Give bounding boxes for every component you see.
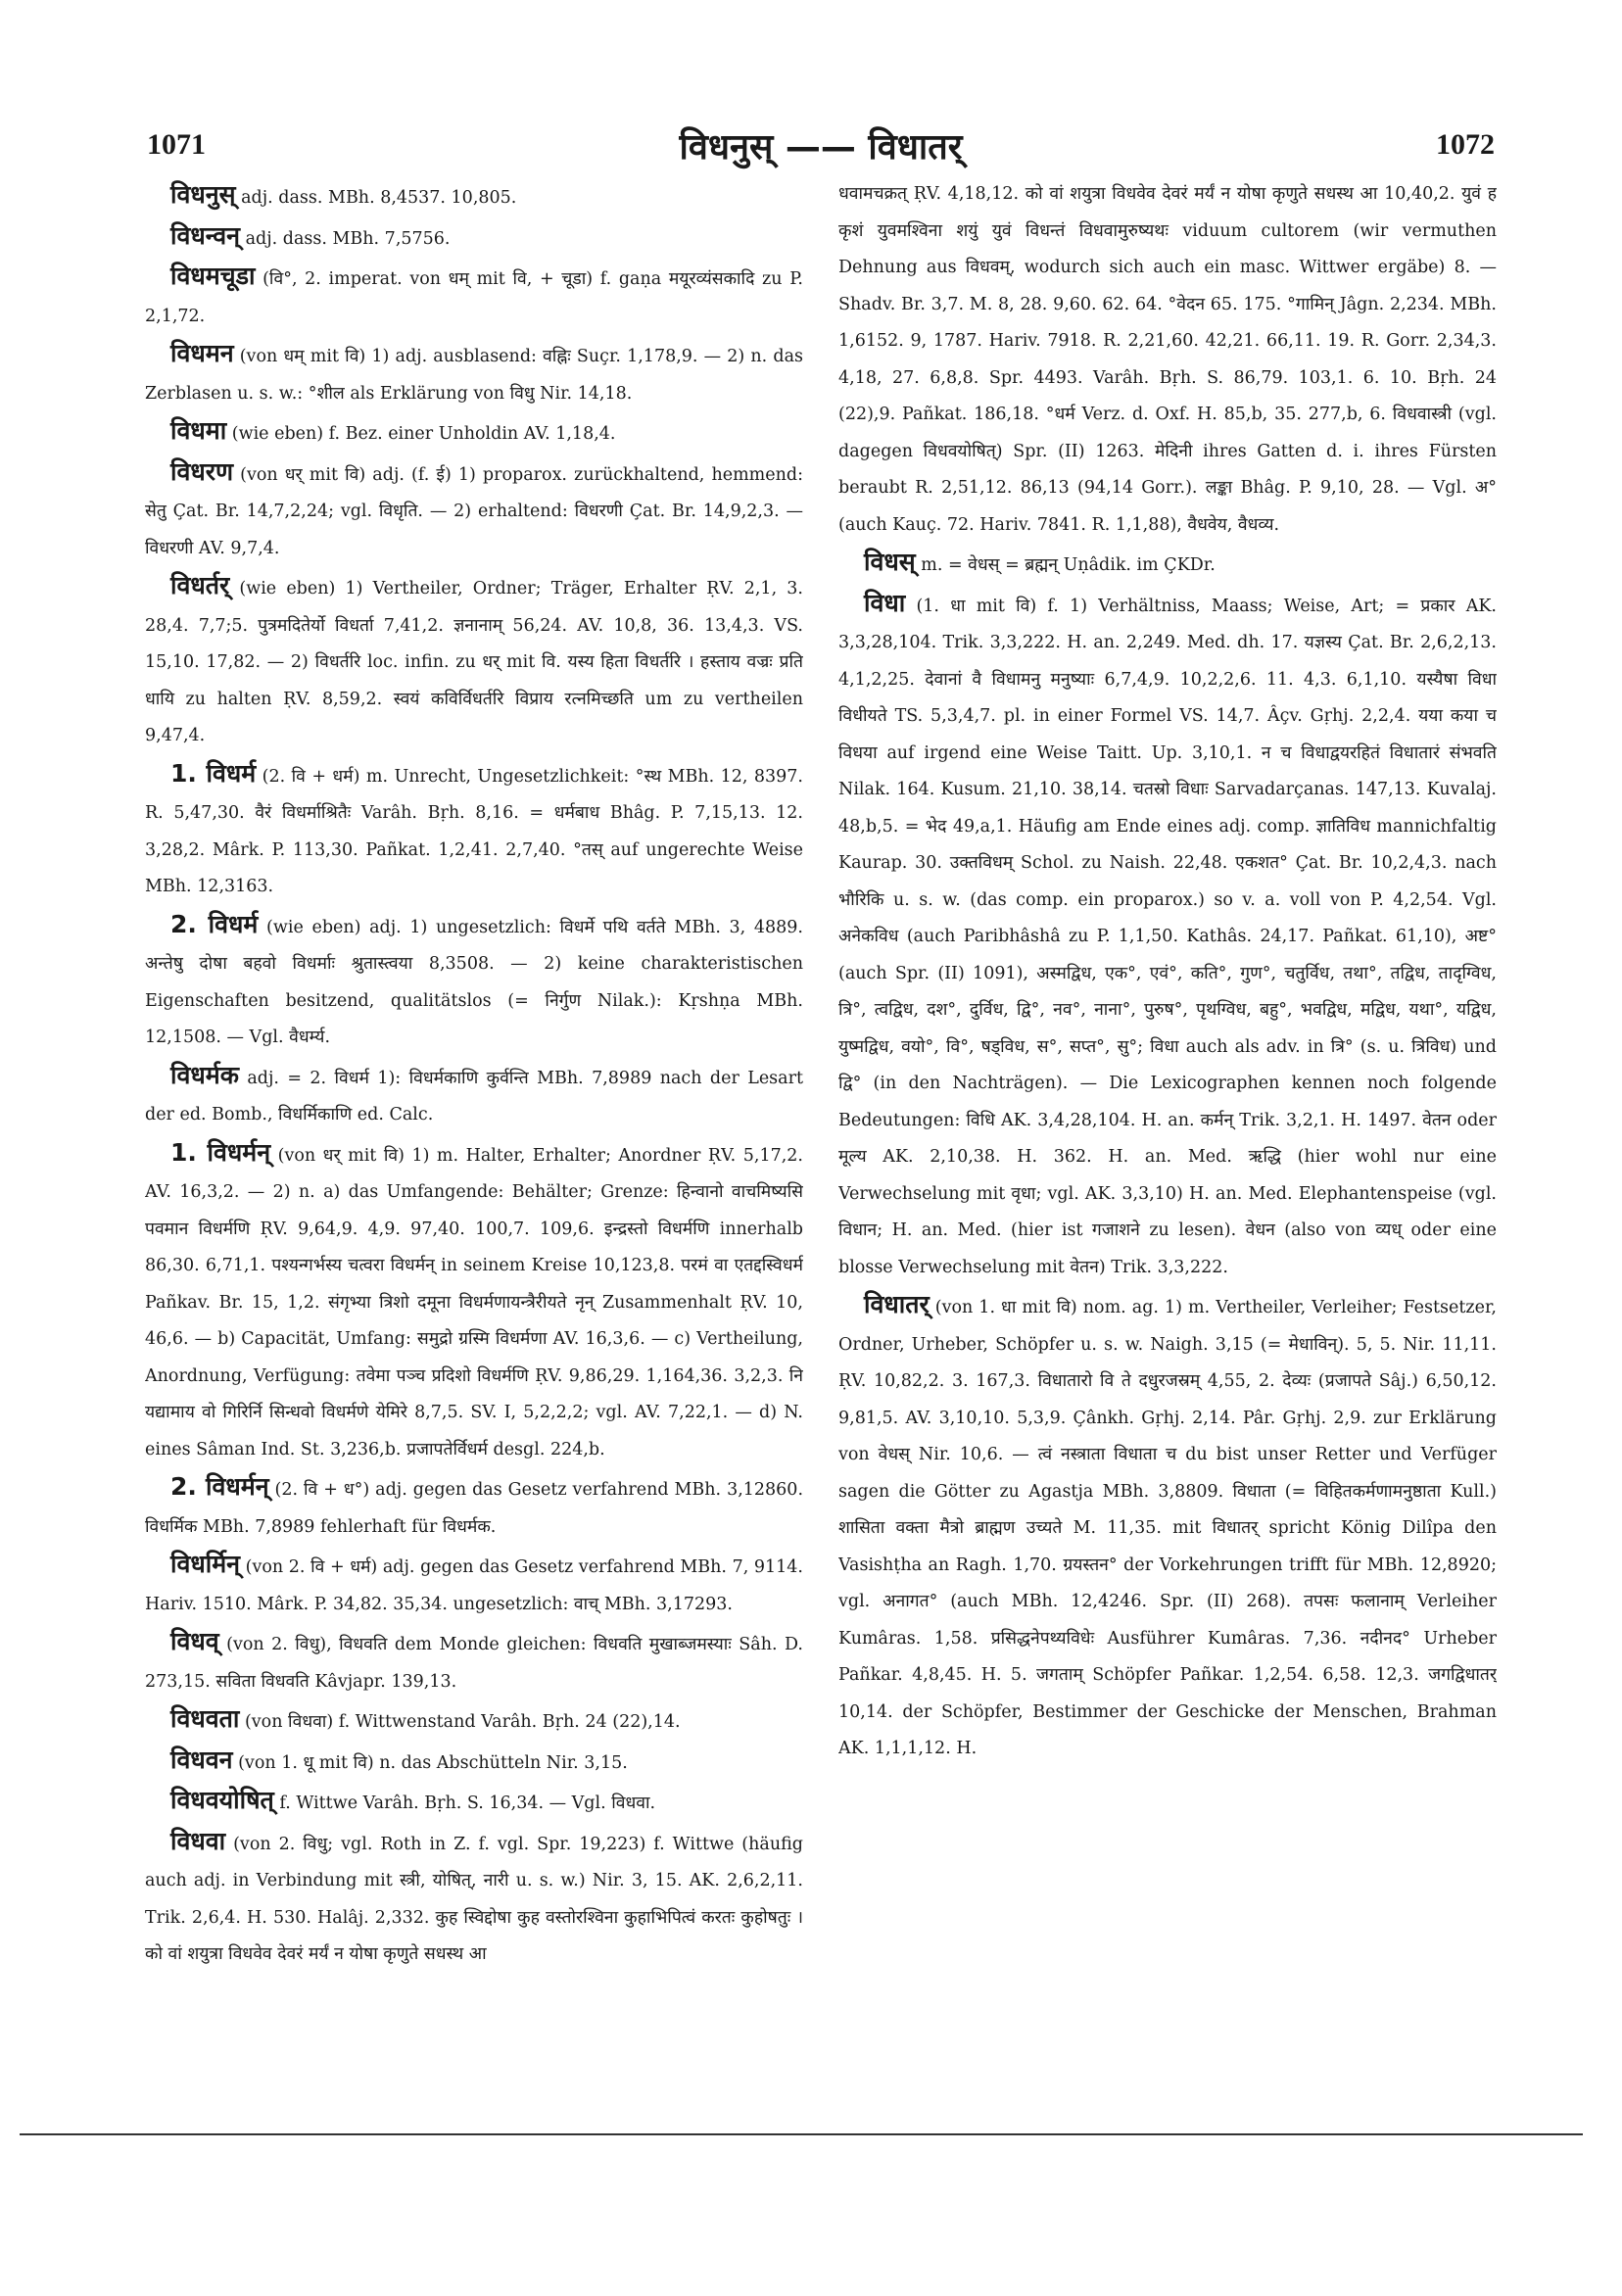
dictionary-entry — [838, 585, 1497, 1287]
dictionary-entry — [145, 906, 803, 1057]
entry-text: (wie eben) adj. 1) ungesetzlich: विधर्मे पथि वर्तते MBh. 3, 4889. अन्तेषु दोषा बहवो विधर्माः श्रुतास्त्वया 8,3508. — 2) keine charakteristischen Eigenschaften besitzend, qualitätslos (= निर्गुण Nilak.): Kṛshṇa MBh. 12,1508. — Vgl. वैधर्म्य. — [145, 917, 803, 1047]
dictionary-entry — [145, 412, 803, 454]
page-header — [147, 116, 1495, 174]
entry-text: (von धम् mit वि) 1) adj. ausblasend: वह्निः Suçr. 1,178,9. — 2) n. das Zerblasen u. s. w.: °शील als Erklärung von विधु Nir. 14,18. — [145, 347, 803, 404]
entry-text: (wie eben) f. Bez. einer Unholdin AV. 1,18,4. — [231, 424, 616, 444]
dictionary-entry — [838, 1286, 1497, 1768]
entry-headword: 2. विधर्म — [170, 909, 259, 938]
entry-headword: विधर्तर् — [170, 571, 230, 599]
entry-headword: 2. विधर्मन् — [170, 1472, 269, 1501]
dictionary-entry — [145, 1546, 803, 1623]
dictionary-entry — [145, 1134, 803, 1469]
running-head-dash: —— — [785, 126, 856, 167]
entry-text: m. = वेधस् = ब्रह्मन् Uṇâdik. im ÇKDr. — [921, 555, 1216, 575]
right-page-number: 1072 — [1435, 128, 1495, 161]
running-head-right: विधातर् — [868, 126, 963, 167]
dictionary-columns — [145, 176, 1497, 2067]
dictionary-entry — [145, 1700, 803, 1742]
entry-headword: विधर्मक — [170, 1060, 239, 1089]
entry-text: धवामचक्रत् ṚV. 4,18,12. को वां शयुत्रा विधवेव देवरं मर्यं न योषा कृणुते सधस्थ आ 10,40,2. युवं ह कृशं युवमश्विना शयुं युवं विधन्तं विधवामुरुष्यथः viduum cultorem (wir vermuthen Dehnung aus विधवम्, wodurch sich auch ein masc. Wittwer ergäbe) 8. — Shadv. Br. 3,7. M. 8, 28. 9,60. 62. 64. °वेदन 65. 175. °गामिन् Jâgn. 2,234. MBh. 1,6152. 9, 1787. Hariv. 7918. R. 2,21,60. 42,21. 66,11. 19. R. Gorr. 2,34,3. 4,18, 27. 6,8,8. Spr. 4493. Varâh. Bṛh. S. 86,79. 103,1. 6. 10. Bṛh. 24 (22),9. Pañkat. 186,18. °धर्म Verz. d. Oxf. H. 85,b, 35. 277,b, 6. विधवास्त्री (vgl. dagegen विधवयोषित्) Spr. (II) 1263. मेदिनी ihres Gatten d. i. ihres Fürsten beraubt R. 2,51,12. 86,13 (94,14 Gorr.). लङ्का Bhâg. P. 9,10, 28. — Vgl. अ° (auch Kauç. 72. Hariv. 7841. R. 1,1,88), वैधवेय, वैधव्य. — [838, 184, 1497, 535]
entry-headword: 1. विधर्मन् — [170, 1137, 271, 1167]
entry-text: f. Wittwe Varâh. Bṛh. S. 16,34. — Vgl. विधवा. — [279, 1794, 656, 1813]
entry-headword: विधमचूडा — [170, 262, 256, 290]
entry-headword: विधव् — [170, 1627, 219, 1655]
right-column — [838, 176, 1497, 2067]
entry-text: (wie eben) 1) Vertheiler, Ordner; Träger, Erhalter ṚV. 2,1, 3. 28,4. 7,7;5. पुत्रमदितेर्यो विधर्ता 7,41,2. ज्ञनानाम् 56,24. AV. 10,8, 36. 13,4,3. VS. 15,10. 17,82. — 2) विधर्तरि loc. infin. zu धर् mit वि. यस्य हिता विधर्तरि । हस्ताय वज्रः प्रति धायि zu halten ṚV. 8,59,2. स्वयं कविर्विधर्तरि विप्राय रत्नमिच्छति um zu vertheilen 9,47,4. — [145, 579, 803, 745]
dictionary-entry — [145, 1468, 803, 1546]
entry-headword: विधस् — [864, 548, 916, 576]
entry-headword: विधा — [864, 588, 906, 617]
dictionary-entry — [145, 1823, 803, 1974]
dictionary-entry — [838, 176, 1497, 544]
entry-headword: विधनुस् — [170, 180, 236, 209]
entry-text: (von 1. धा mit वि) nom. ag. 1) m. Vertheiler, Verleiher; Festsetzer, Ordner, Urheber, Schöpfer u. s. w. Naigh. 3,15 (= मेधाविन्). 5, 5. Nir. 11,11. ṚV. 10,82,2. 3. 167,3. विधातारो वि ते दधुरजस्रम् 4,55, 2. देव्यः (प्रजापते Sâj.) 6,50,12. 9,81,5. AV. 3,10,10. 5,3,9. Çânkh. Gṛhj. 2,14. Pâr. Gṛhj. 2,9. zur Erklärung von वेधस् Nir. 10,6. — त्वं नस्त्राता विधाता च du bist unser Retter und Verfüger sagen die Götter zu Agastja MBh. 3,8809. विधाता (= विहितकर्मणामनुष्ठाता Kull.) शासिता वक्ता मैत्रो ब्राह्मण उच्यते M. 11,35. mit विधातर् spricht König Dilîpa den Vasishṭha an Ragh. 1,70. ग्रयस्तन° der Vorkehrungen trifft für MBh. 12,8920; vgl. अनागत° (auch MBh. 12,4246. Spr. (II) 268). तपसः फलानाम् Verleiher Kumâras. 1,58. प्रसिद्धनेपथ्यविधेः Ausführer Kumâras. 7,36. नदीनद° Urheber Pañkar. 4,8,45. H. 5. जगताम् Schöpfer Pañkar. 1,2,54. 6,58. 12,3. जगद्विधातर् 10,14. der Schöpfer, Bestimmer der Geschicke der Menschen, Brahman AK. 1,1,1,12. H. — [838, 1298, 1497, 1758]
dictionary-entry — [145, 1782, 803, 1823]
footer-rule — [20, 2133, 1583, 2135]
entry-headword: विधातर् — [864, 1290, 930, 1318]
entry-text: (von 2. विधु), विधवति dem Monde gleichen: विधवति मुखाब्जमस्याः Sâh. D. 273,15. सविता विधवति Kâvjapr. 139,13. — [145, 1635, 803, 1692]
dictionary-entry — [145, 335, 803, 412]
left-page-number: 1071 — [147, 128, 206, 161]
entry-headword: विधवयोषित् — [170, 1786, 274, 1814]
dictionary-entry — [145, 755, 803, 906]
running-head — [680, 121, 963, 169]
dictionary-entry — [145, 217, 803, 259]
entry-text: (2. वि + ध°) adj. gegen das Gesetz verfahrend MBh. 3,12860. विधर्मिक MBh. 7,8989 fehlerhaft für विधर्मक. — [145, 1480, 803, 1537]
entry-text: adj. = 2. विधर्म 1): विधर्मकाणि कुर्वन्ति MBh. 7,8989 nach der Lesart der ed. Bomb., विधर्मिकाणि ed. Calc. — [145, 1068, 803, 1124]
entry-text: (von 2. वि + धर्म) adj. gegen das Gesetz verfahrend MBh. 7, 9114. Hariv. 1510. Mârk. P. 34,82. 35,34. ungesetzlich: वाच् MBh. 3,17293. — [145, 1557, 803, 1614]
entry-text: (von 2. विधु; vgl. Roth in Z. f. vgl. Spr. 19,223) f. Wittwe (häufig auch adj. in Verbindung mit स्त्री, योषित्, नारी u. s. w.) Nir. 3, 15. AK. 2,6,2,11. Trik. 2,6,4. H. 530. Halâj. 2,332. कुह स्विद्दोषा कुह वस्तोरश्विना कुहाभिपित्वं करतः कुहोषतुः । को वां शयुत्रा विधवेव देवरं मर्यं न योषा कृणुते सधस्थ आ — [145, 1834, 803, 1964]
entry-headword: विधमा — [170, 416, 227, 445]
entry-headword: विधवा — [170, 1826, 226, 1855]
entry-headword: विधवता — [170, 1704, 240, 1733]
entry-text: (2. वि + धर्म) m. Unrecht, Ungesetzlichkeit: °स्थ MBh. 12, 8397. R. 5,47,30. वैरं विधर्माश्रितैः Varâh. Bṛh. 8,16. = धर्मबाध Bhâg. P. 7,15,13. 12. 3,28,2. Mârk. P. 113,30. Pañkat. 1,2,41. 2,7,40. °तस् auf ungerechte Weise MBh. 12,3163. — [145, 766, 803, 896]
entry-text: (von विधवा) f. Wittwenstand Varâh. Bṛh. 24 (22),14. — [244, 1712, 681, 1732]
dictionary-entry — [145, 1623, 803, 1700]
entry-text: adj. dass. MBh. 8,4537. 10,805. — [241, 188, 517, 208]
entry-text: (von 1. धू mit वि) n. das Abschütteln Nir. 3,15. — [238, 1752, 628, 1773]
dictionary-entry — [145, 1057, 803, 1134]
entry-headword: 1. विधर्म — [170, 758, 257, 788]
entry-headword: विधर्मिन् — [170, 1550, 241, 1578]
entry-headword: विधन्वन् — [170, 220, 241, 250]
entry-headword: विधरण — [170, 456, 234, 486]
dictionary-entry — [838, 544, 1497, 585]
left-column — [145, 176, 803, 2067]
entry-text: (von धर् mit वि) adj. (f. ई) 1) proparox. zurückhaltend, hemmend: सेतु Çat. Br. 14,7,2,24; vgl. विधृति. — 2) erhaltend: विधरणी Çat. Br. 14,9,2,3. — विधरणी AV. 9,7,4. — [145, 464, 803, 558]
entry-text: adj. dass. MBh. 7,5756. — [245, 228, 451, 249]
entry-headword: विधवन — [170, 1745, 233, 1774]
dictionary-entry — [145, 176, 803, 217]
dictionary-entry — [145, 454, 803, 568]
dictionary-entry — [145, 258, 803, 335]
entry-headword: विधमन — [170, 339, 234, 367]
entry-text: (von धर् mit वि) 1) m. Halter, Erhalter; Anordner ṚV. 5,17,2. AV. 16,3,2. — 2) n. a) das Umfangende: Behälter; Grenze: हिन्वानो वाचमिष्यसि पवमान विधर्मणि ṚV. 9,64,9. 4,9. 97,40. 100,7. 109,6. इन्द्रस्तो विधर्मणि innerhalb 86,30. 6,71,1. पश्यन्गर्भस्य चत्वरा विधर्मन् in seinem Kreise 10,123,8. परमं वा एतद्दस्विधर्म Pañkav. Br. 15, 1,2. संगृभ्या त्रिशो दमूना विधर्मणायन्त्रैरीयते नृन् Zusammenhalt ṚV. 10, 46,6. — b) Capacität, Umfang: समुद्रो ग्रस्मि विधर्मणा AV. 16,3,6. — c) Vertheilung, Anordnung, Verfügung: तवेमा पञ्च प्रदिशो विधर्मणि ṚV. 9,86,29. 1,164,36. 3,2,3. नि यद्यामाय वो गिरिर्नि सिन्धवो विधर्मणे येमिरे 8,7,5. SV. I, 5,2,2,2; vgl. AV. 7,22,1. — d) N. eines Sâman Ind. St. 3,236,b. प्रजापतेर्विधर्म desgl. 224,b. — [145, 1145, 803, 1459]
dictionary-entry — [145, 1742, 803, 1783]
entry-text: (वि°, 2. imperat. von धम् mit वि, + चूडा) f. gaṇa मयूरव्यंसकादि zu P. 2,1,72. — [145, 269, 803, 326]
dictionary-entry — [145, 567, 803, 755]
running-head-left: विधनुस् — [679, 126, 774, 167]
entry-text: (1. धा mit वि) f. 1) Verhältniss, Maass; Weise, Art; = प्रकार AK. 3,3,28,104. Trik. 3,3,222. H. an. 2,249. Med. dh. 17. यज्ञस्य Çat. Br. 2,6,2,13. 4,1,2,25. देवानां वै विधामनु मनुष्याः 6,7,4,9. 10,2,2,6. 11. 4,3. 6,1,10. यस्यैषा विधा विधीयते TS. 5,3,4,7. pl. in einer Formel VS. 14,7. Âçv. Gṛhj. 2,2,4. यया कया च विधया auf irgend eine Weise Taitt. Up. 3,10,1. न च विधाद्वयरहितं विधातारं संभवति Nilak. 164. Kusum. 21,10. 38,14. चतस्रो विधाः Sarvadarçanas. 147,13. Kuvalaj. 48,b,5. = भेद 49,a,1. Häufig am Ende eines adj. comp. ज्ञातिविध mannichfaltig Kaurap. 30. उक्तविधम् Schol. zu Naish. 22,48. एकशत° Çat. Br. 10,2,4,3. nach भौरिकि u. s. w. (das comp. ein proparox.) so v. a. voll von P. 4,2,54. Vgl. अनेकविध (auch Paribhâshâ zu P. 1,1,50. Kathâs. 24,17. Pañkat. 61,10), अष्ट° (auch Spr. (II) 1091), अस्मद्विध, एक°, एवं°, कति°, गुण°, चतुर्विध, तथा°, तद्विध, तादृग्विध, त्रि°, त्वद्विध, दश°, दुर्विध, द्वि°, नव°, नाना°, पुरुष°, पृथग्विध, बहु°, भवद्विध, मद्विध, यथा°, यद्विध, युष्मद्विध, वयो°, वि°, षड्विध, स°, सप्त°, सु°; विधा auch als adv. in त्रि° (s. u. त्रिविध) und द्वि° (in den Nachträgen). — Die Lexicographen kennen noch folgende Bedeutungen: विधि AK. 3,4,28,104. H. an. कर्मन् Trik. 3,2,1. H. 1497. वेतन oder मूल्य AK. 2,10,38. H. 362. H. an. Med. ऋद्धि (hier wohl nur eine Verwechselung mit वृधा; vgl. AK. 3,3,10) H. an. Med. Elephantenspeise (vgl. विधान; H. an. Med. (hier ist गजाशने zu lesen). वेधन (also von व्यध् oder eine blosse Verwechselung mit वेतन) Trik. 3,3,222. — [838, 596, 1497, 1277]
